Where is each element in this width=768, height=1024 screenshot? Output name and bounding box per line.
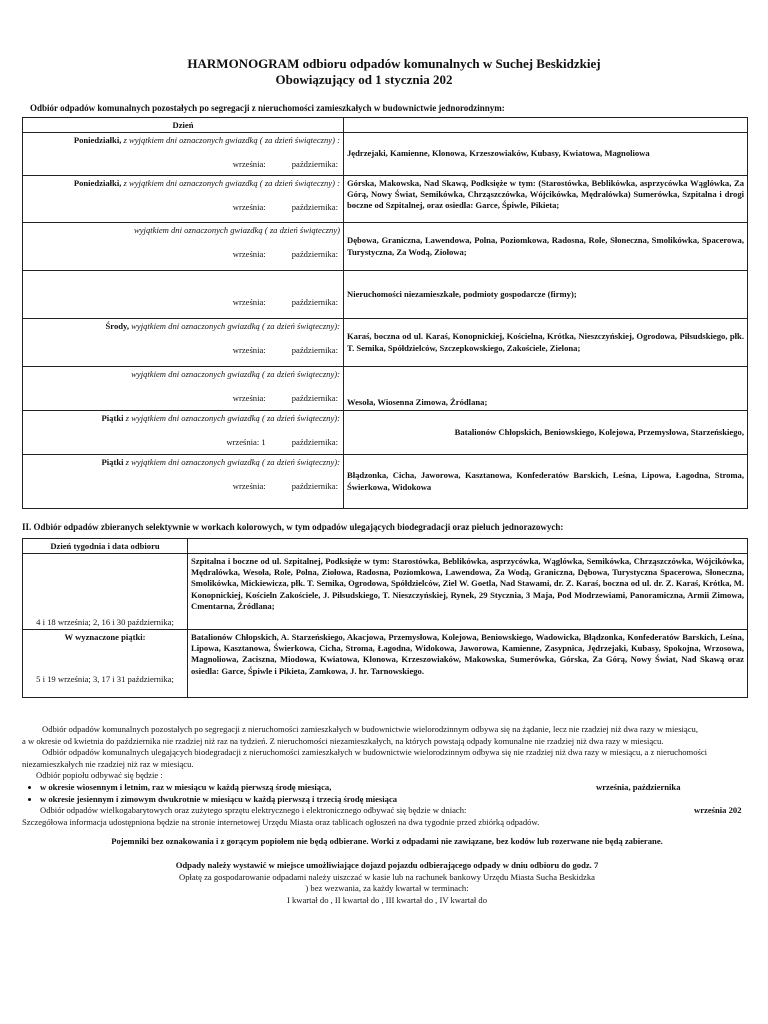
streets-cell: Karaś, boczna od ul. Karaś, Konopnickiej, Kościelna, Krótka, Nieszczyńskiej, Ogrodowa, Piłsudskiego, płk. T. Semika, Spółdzielców, Szczepkowskiego, Zakościele, Zielona; [344,319,748,367]
table-row [23,367,748,411]
column-header-empty [188,539,748,554]
streets-cell: Batalionów Chłopskich, Beniowskiego, Kolejowa, Przemysłowa, Starzeńskiego, [344,411,748,455]
bulky-waste-text: Odbiór odpadów wielkogabarytowych oraz zużytego sprzętu elektrycznego i elektronicznego odbywać się będzie w dniach: [40,805,467,816]
day-cell [23,411,344,455]
streets-cell: Jędrzejaki, Kamienne, Klonowa, Krzeszowiaków, Kubasy, Kwiatowa, Magnoliowa [344,133,748,176]
friday-label: W wyznaczone piątki: [64,632,146,642]
month-oct: października: [291,437,338,447]
table-row [23,411,748,455]
day-label: Piątki [101,413,124,423]
document-subtitle: Obowiązujący od 1 stycznia 202 [275,72,453,87]
day-cell [23,319,344,367]
section2-heading: II. Odbiór odpadów zbieranych selektywnie w workach kolorowych, w tym odpadów ulegających biodegradacji oraz pieluch jednorazowych: [22,522,564,532]
note-text: Odpady należy wystawić w miejsce umożliwiające dojazd pojazdu odbierającego odpady w dniu odbioru do godz. 7 [175,859,599,870]
table-row [23,554,748,630]
month-sep: września: 1 [226,437,266,447]
day-cell [23,133,344,176]
month-sep: września: [232,202,266,212]
day-label: Poniedziałki, [73,135,122,145]
table-row [23,319,748,367]
month-sep: września: [232,393,266,403]
table-row [23,630,748,698]
streets-cell: Batalionów Chłopskich, A. Starzeńskiego, Akacjowa, Przemysłowa, Kolejowa, Beniowskiego, Wadowicka, Błądzonka, Konfederatów Barskich, Leśna, Lipowa, Kasztanowa, Świerkowa, Cicha, Stroma, Łagodna, Widokowa, Jaworowa, Kamienne, Zasypnica, Jędrzejaki, Kubasy, Spokojna, Wrzosowa, Magnoliowa, Zaciszna, Miodowa, Kwiatowa, Klonowa, Krzeszowiaków, Makowska, Sumerówka, Górska, Za Górą, Nowy Świat, Nad Skawą oraz osiedla: Garce, Śpiwle i Pikieta, Zamkowa, J. hr. Tarnowskiego. [188,630,748,698]
month-oct: października: [291,202,338,212]
table-header-row [23,118,748,133]
holiday-note: z wyjątkiem dni oznaczonych gwiazdką ( za dzień świąteczny) : [123,135,340,145]
streets-cell: Wesoła, Wiosenna Zimowa, Źródlana; [344,367,748,411]
month-oct: października: [291,393,338,403]
month-sep: września: [232,481,266,491]
warning-text: Pojemniki bez oznakowania i z gorącym popiołem nie będą odbierane. Worki z odpadami nie zawiązane, bez kodów lub rozerwane nie będą zabierane. [111,836,663,847]
footer-info [22,724,752,906]
column-header-date: Dzień tygodnia i data odbioru [23,539,188,554]
section1-heading: Odbiór odpadów komunalnych pozostałych po segregacji z nieruchomości zamieszkałych w budownictwie jednorodzinnym: [30,103,505,113]
day-label: Poniedziałki, [73,178,122,188]
streets-cell: Szpitalna i boczne od ul. Szpitalnej, Podksięże w tym: Starostówka, Beblikówka, asprzycówka, Wąglówka, Semikówka, Chrząszczówka, Wójcikówka, Mędralówka, Wesoła, Role, Polna, Ziołowa, Radosna, Poziomkowa, Lawendowa, Za Wodą, Graniczna, Dębowa, Turystyczna Spacerowa, Słoneczna, Smolikówka, Mickiewicza, płk. T. Semika, Ogrodowa, Spółdzielców, Ziel W. Goetla, Nad Stawami, dr. Z. Karaś, boczna od ul. dr. Z. Karaś, Krótka, M. Konopnickiej, Kościeln Zakościele, J. Piłsudskiego, T. Nieszczyńskiej, Rynek, 29 Stycznia, 3 Maja, Pod Modrzewiami, Panoramiczna, Armii Zimowa, Cmentarna, Źródlana; [188,554,748,630]
holiday-note: z wyjątkiem dni oznaczonych gwiazdką ( za dzień świąteczny): [125,413,340,423]
month-sep: września: [232,345,266,355]
date-cell [23,554,188,630]
day-cell [23,176,344,223]
ash-schedule-item [40,782,752,794]
month-oct: października: [291,249,338,259]
day-cell [23,455,344,509]
footer-paragraph: Szczegółowa informacja udostępniona będzie na stronie internetowej Urzędu Miasta oraz tablicach ogłoszeń na dwa tygodnie przed zbiórką odpadów. [22,816,540,827]
document-title: HARMONOGRAM odbioru odpadów komunalnych w Suchej Beskidzkiej [187,56,601,71]
footer-paragraph: a w okresie od kwietnia do października nie rzadziej niż raz na tydzień. Z nieruchomości niezamieszkałych, na których powstają odpady komunalne nie rzadziej niż dwa razy w miesiącu. [22,735,664,746]
day-cell [23,367,344,411]
month-oct: października: [291,297,338,307]
schedule-table-2 [22,538,748,698]
table-row [23,176,748,223]
streets-cell: Błądzonka, Cicha, Jaworowa, Kasztanowa, Konfederatów Barskich, Leśna, Lipowa, Łagodna, Stroma, Świerkowa, Widokowa [344,455,748,509]
holiday-note: wyjątkiem dni oznaczonych gwiazdką ( za dzień świąteczny): [131,321,340,331]
ash-schedule-item [40,794,752,806]
holiday-note: wyjątkiem dni oznaczonych gwiazdką ( za dzień świąteczny): [131,369,340,379]
day-cell [23,223,344,271]
day-label: Piątki [101,457,124,467]
footer-paragraph [22,805,752,817]
note-text: Opłatę za gospodarowanie odpadami należy uiszczać w kasie lub na rachunek bankowy Urzędu Miasta Sucha Beskidzka [179,871,595,882]
streets-cell: Górska, Makowska, Nad Skawą, Podksięże w tym: (Starostówka, Beblikówka, asprzycówka Wąglówka, Za Górą, Nowy Świat, Semikówka, Chrząszczówka, Wójcikówka, Mędralówka) Sumerówka, Szpitalna i drogi boczne od Szpitalnej, oraz osiedla: Garce, Śpiwle, Pikieta; [344,176,748,223]
table-row [23,223,748,271]
holiday-note: wyjątkiem dni oznaczonych gwiazdką ( za dzień świąteczny) [134,225,340,235]
footer-paragraph: Odbiór popiołu odbywać się będzie : [36,770,163,781]
table-row [23,271,748,319]
date-cell [23,630,188,698]
holiday-note: z wyjątkiem dni oznaczonych gwiazdką ( za dzień świąteczny) : [123,178,340,188]
ash-schedule-text: w okresie jesiennym i zimowym dwukrotnie w miesiącu w każdą pierwszą i trzecią środę miesiąca [40,793,398,804]
ash-months: września, października [596,781,681,792]
month-oct: października: [291,345,338,355]
quarters-text: I kwartał do , II kwartał do , III kwartał do , IV kwartał do [286,894,488,905]
note-text: ) bez wezwania, za każdy kwartał w terminach: [305,883,469,894]
table-header-row [23,539,748,554]
footer-paragraph: Odbiór odpadów komunalnych pozostałych po segregacji z nieruchomości zamieszkałych w budownictwie wielorodzinnym odbywa się na żądanie, lecz nie rzadziej niż dwa razy w miesiącu, [42,724,698,734]
schedule-table-1 [22,117,748,509]
pickup-dates: 4 i 18 września; 2, 16 i 30 października; [36,617,174,627]
ash-schedule-text: w okresie wiosennym i letnim, raz w miesiącu w każdą pierwszą środę miesiąca, [40,781,332,792]
bulky-waste-date: września 202 [694,805,742,816]
table-row [23,133,748,176]
month-oct: października: [291,159,338,169]
month-oct: października: [291,481,338,491]
table-row [23,455,748,509]
streets-cell: Dębowa, Graniczna, Lawendowa, Polna, Poziomkowa, Radosna, Role, Słoneczna, Smolikówka, Spacerowa, Turystyczna, Za Wodą, Ziołowa; [344,223,748,271]
month-sep: września: [232,249,266,259]
holiday-note: z wyjątkiem dni oznaczonych gwiazdką ( za dzień świąteczny): [125,457,340,467]
day-cell [23,271,344,319]
footer-paragraph: Odbiór odpadów komunalnych ulegających biodegradacji z nieruchomości zamieszkałych w budownictwie wielorodzinnym odbywa się nie rzadziej niż dwa razy w miesiącu, a z nieruchomości niezamieszkałych nie rzadziej niż raz w miesiącu. [22,747,708,769]
day-label: Środy, [105,321,129,331]
streets-cell: Nieruchomości niezamieszkałe, podmioty gospodarcze (firmy); [344,271,748,319]
column-header-empty [344,118,748,133]
pickup-dates: 5 i 19 września; 3, 17 i 31 października; [36,674,174,684]
month-sep: września: [232,297,266,307]
month-sep: września: [232,159,266,169]
column-header-day: Dzień [23,118,344,133]
